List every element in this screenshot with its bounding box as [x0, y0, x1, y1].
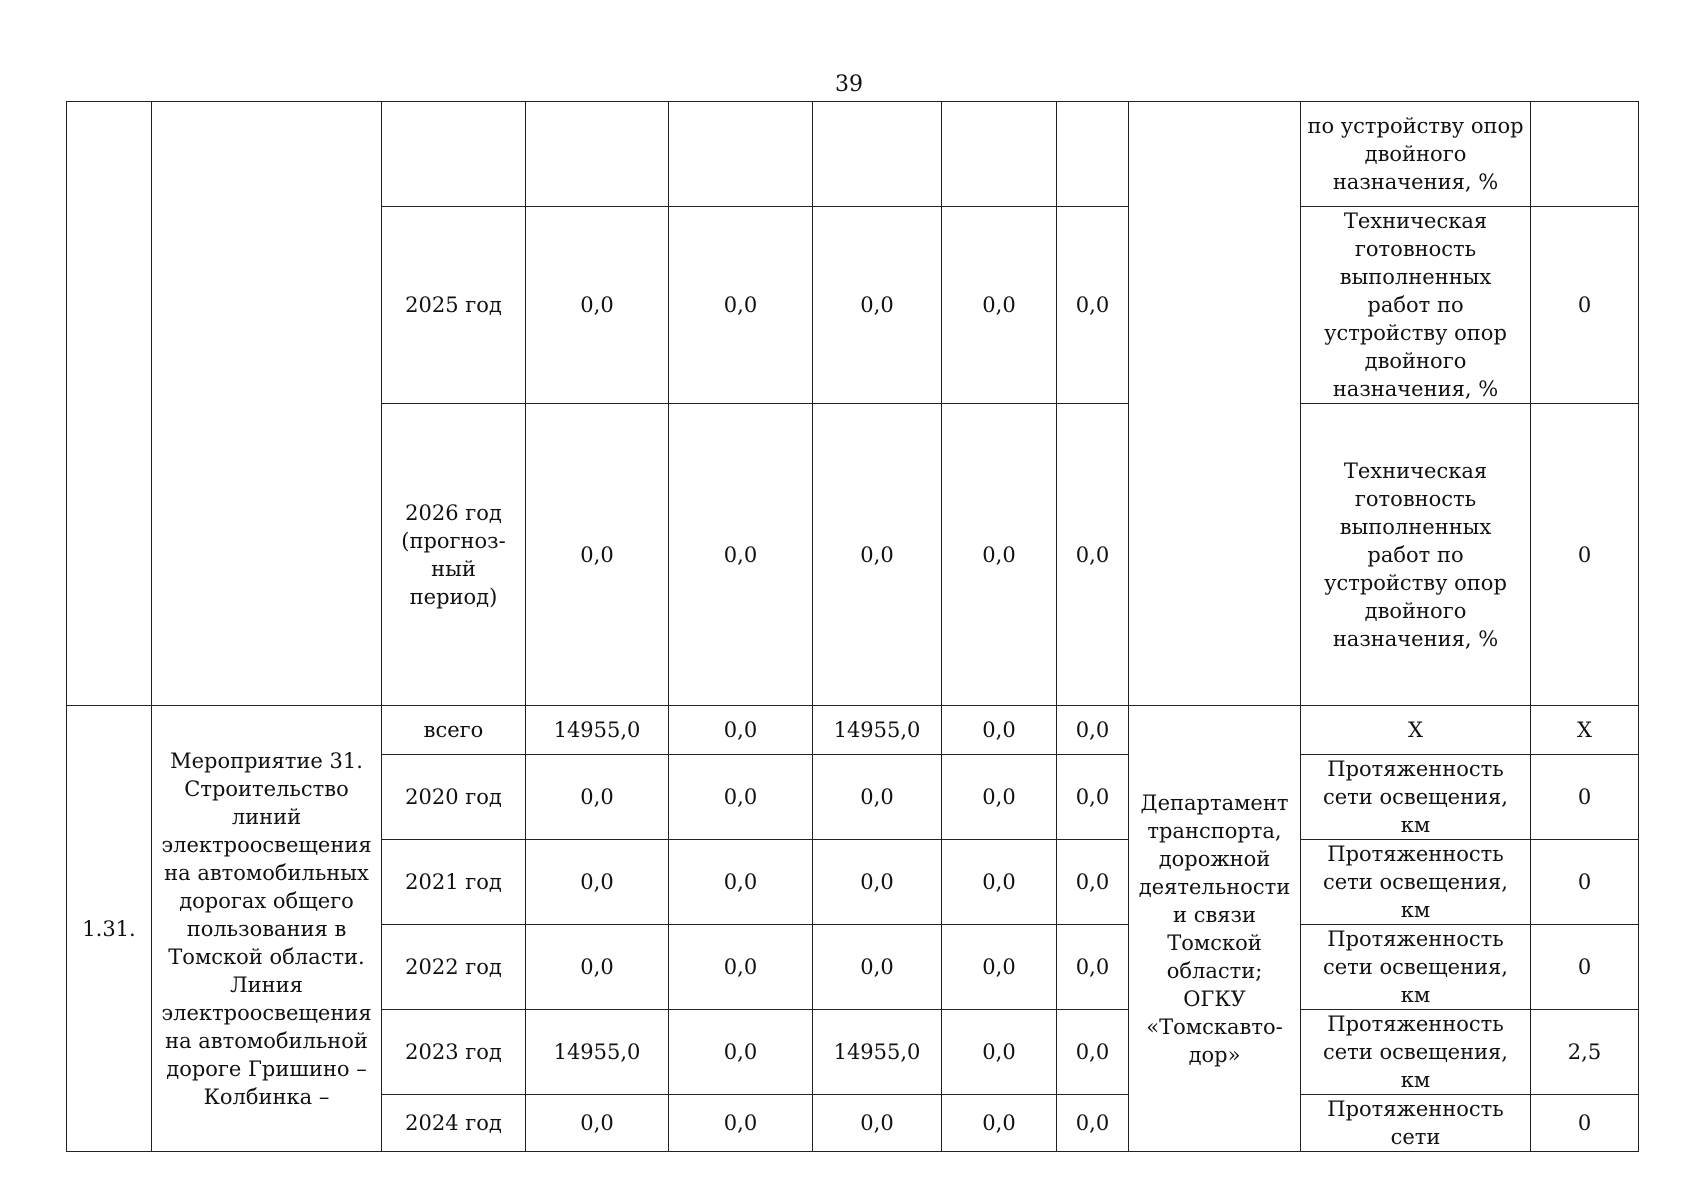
- value-cell: 0,0: [1057, 404, 1129, 706]
- value-cell: 0,0: [942, 840, 1057, 925]
- value-cell: 0,0: [942, 925, 1057, 1010]
- year-cell: 2023 год: [382, 1010, 526, 1095]
- indicator-cell: Протяженность сети освещения, км: [1301, 925, 1531, 1010]
- indicator-cell: по устройству опор двойного назначения, %: [1301, 102, 1531, 207]
- value-cell: 0,0: [1057, 755, 1129, 840]
- continuation-name-cell: [152, 102, 382, 706]
- indicator-cell: Техническая готовность выполненных работ по устройству опор двойного назначения, %: [1301, 207, 1531, 404]
- indicator-value-cell: 0: [1531, 925, 1639, 1010]
- indicator-value-cell: 0: [1531, 207, 1639, 404]
- value-cell: 0,0: [669, 1010, 813, 1095]
- indicator-cell: Протяженность сети освещения, км: [1301, 755, 1531, 840]
- indicator-cell: Протяженность сети: [1301, 1095, 1531, 1152]
- value-cell: 0,0: [1057, 840, 1129, 925]
- value-cell: 0,0: [669, 207, 813, 404]
- value-cell: 0,0: [942, 1010, 1057, 1095]
- measure-name-cell: Мероприятие 31. Строительство линий электроосвещения на автомобильных дорогах общего пользования в Томской области. Линия электроосвещения на автомобильной дороге Гришино – Колбинка –: [152, 706, 382, 1152]
- indicator-cell: Протяженность сети освещения, км: [1301, 840, 1531, 925]
- continuation-row: [67, 102, 1639, 207]
- value-cell: 0,0: [942, 404, 1057, 706]
- value-cell: 0,0: [669, 1095, 813, 1152]
- value-cell: 0,0: [669, 404, 813, 706]
- value-cell: 0,0: [1057, 207, 1129, 404]
- value-cell: 0,0: [669, 706, 813, 755]
- value-cell: 0,0: [1057, 1010, 1129, 1095]
- value-cell: 0,0: [942, 706, 1057, 755]
- value-cell: 0,0: [669, 755, 813, 840]
- value-cell: [669, 102, 813, 207]
- indicator-value-cell: 0: [1531, 755, 1639, 840]
- value-cell: 0,0: [813, 755, 942, 840]
- value-cell: 0,0: [669, 840, 813, 925]
- value-cell: 0,0: [1057, 925, 1129, 1010]
- year-cell: всего: [382, 706, 526, 755]
- table-row: [67, 706, 1639, 755]
- value-cell: 0,0: [526, 925, 669, 1010]
- indicator-value-cell: 0: [1531, 1095, 1639, 1152]
- year-cell: 2020 год: [382, 755, 526, 840]
- value-cell: 0,0: [942, 207, 1057, 404]
- indicator-value-cell: 0: [1531, 404, 1639, 706]
- value-cell: [1057, 102, 1129, 207]
- indicator-cell: Х: [1301, 706, 1531, 755]
- value-cell: 0,0: [1057, 1095, 1129, 1152]
- year-cell: [382, 102, 526, 207]
- year-cell: 2026 год (прогноз-ный период): [382, 404, 526, 706]
- value-cell: 0,0: [813, 1095, 942, 1152]
- page-number: 39: [835, 72, 863, 97]
- continuation-number-cell: [67, 102, 152, 706]
- value-cell: 14955,0: [526, 1010, 669, 1095]
- indicator-value-cell: 0: [1531, 840, 1639, 925]
- value-cell: 0,0: [669, 925, 813, 1010]
- measure-number-cell: 1.31.: [67, 706, 152, 1152]
- value-cell: 0,0: [526, 207, 669, 404]
- value-cell: 0,0: [1057, 706, 1129, 755]
- value-cell: 0,0: [813, 404, 942, 706]
- value-cell: 0,0: [813, 207, 942, 404]
- indicator-value-cell: 2,5: [1531, 1010, 1639, 1095]
- value-cell: 0,0: [526, 404, 669, 706]
- value-cell: [942, 102, 1057, 207]
- budget-table: [66, 101, 1639, 1152]
- value-cell: [813, 102, 942, 207]
- year-cell: 2025 год: [382, 207, 526, 404]
- value-cell: 0,0: [813, 840, 942, 925]
- value-cell: 0,0: [942, 1095, 1057, 1152]
- indicator-cell: Протяженность сети освещения, км: [1301, 1010, 1531, 1095]
- continuation-executor-cell: [1129, 102, 1301, 706]
- year-cell: 2021 год: [382, 840, 526, 925]
- value-cell: 0,0: [526, 755, 669, 840]
- value-cell: 14955,0: [813, 706, 942, 755]
- value-cell: 0,0: [813, 925, 942, 1010]
- value-cell: [526, 102, 669, 207]
- value-cell: 0,0: [942, 755, 1057, 840]
- indicator-value-cell: [1531, 102, 1639, 207]
- year-cell: 2022 год: [382, 925, 526, 1010]
- value-cell: 0,0: [526, 840, 669, 925]
- value-cell: 0,0: [526, 1095, 669, 1152]
- indicator-value-cell: Х: [1531, 706, 1639, 755]
- measure-executor-cell: Департамент транспорта, дорожной деятельности и связи Томской области; ОГКУ «Томскавто-дор»: [1129, 706, 1301, 1152]
- value-cell: 14955,0: [526, 706, 669, 755]
- year-cell: 2024 год: [382, 1095, 526, 1152]
- indicator-cell: Техническая готовность выполненных работ по устройству опор двойного назначения, %: [1301, 404, 1531, 706]
- value-cell: 14955,0: [813, 1010, 942, 1095]
